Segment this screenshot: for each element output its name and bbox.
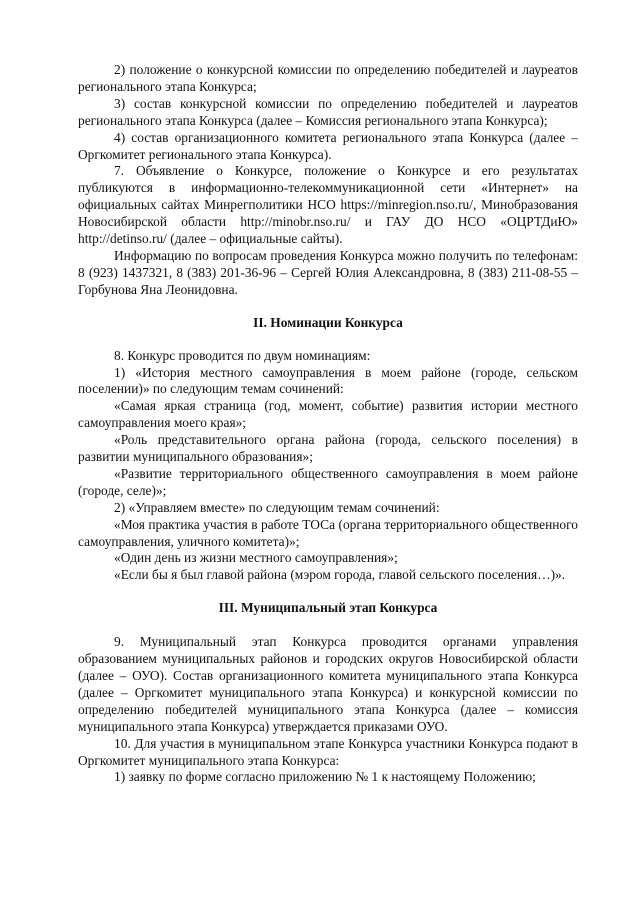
paragraph-item-4: 4) состав организационного комитета регионального этапа Конкурса (далее – Оргкомитет регионального этапа Конкурса). — [78, 129, 578, 162]
section-heading-municipal-stage: III. Муниципальный этап Конкурса — [218, 600, 438, 616]
paragraph-contacts: Информацию по вопросам проведения Конкурса можно получить по телефонам: 8 (923) 1437321, 8 (383) 201-36-96 – Сергей Юлия Александровна, 8 (383) 211-08-55 – Горбунова Яна Леонидовна. — [78, 247, 578, 297]
nomination-2: 2) «Управляем вместе» по следующим темам сочинений: — [114, 499, 440, 515]
paragraph-8: 8. Конкурс проводится по двум номинациям: — [114, 347, 371, 363]
spacer — [78, 584, 578, 600]
paragraph-9: 9. Муниципальный этап Конкурса проводится органами управления образованием муниципальных районов и городских округов Новосибирской области (далее – ОУО). Состав организационного комитета муниципального этапа Конкурса (далее – Оргкомитет муниципального этапа Конкурса) и конкурсной комиссии по определению победителей муниципального этапа Конкурса (далее – комиссия муниципального этапа Конкурса) утверждается приказами ОУО. — [78, 634, 578, 734]
topic-1-1: «Самая яркая страница (год, момент, событие) развития истории местного самоуправления моего края»; — [78, 398, 578, 431]
paragraph-item-3: 3) состав конкурсной комиссии по определению победителей и лауреатов регионального этапа Конкурса (далее – Комиссия регионального этапа Конкурса); — [78, 95, 578, 128]
paragraph-item-2: 2) положение о конкурсной комиссии по определению победителей и лауреатов регионального этапа Конкурса; — [78, 62, 578, 94]
nomination-1: 1) «История местного самоуправления в моем районе (городе, сельском поселении)» по следующим темам сочинений: — [78, 364, 578, 397]
topic-1-2: «Роль представительного органа района (города, сельского поселения) в развитии муниципального образования»; — [78, 432, 578, 465]
spacer — [78, 617, 578, 634]
spacer — [78, 332, 578, 348]
section-heading-nominations: II. Номинации Конкурса — [253, 314, 403, 330]
paragraph-10: 10. Для участия в муниципальном этапе Конкурса участники Конкурса подают в Оргкомитет муниципального этапа Конкурса: — [78, 735, 578, 768]
topic-2-1: «Моя практика участия в работе ТОСа (органа территориального общественного самоуправления, уличного комитета)»; — [78, 516, 578, 549]
spacer — [78, 299, 578, 315]
topic-2-3: «Если бы я был главой района (мэром города, главой сельского поселения…)». — [114, 567, 566, 583]
document-page — [78, 62, 578, 786]
topic-1-3: «Развитие территориального общественного самоуправления в моем районе (городе, селе)»; — [78, 465, 578, 498]
paragraph-10-item-1: 1) заявку по форме согласно приложению № 1 к настоящему Положению; — [114, 769, 536, 785]
paragraph-7: 7. Объявление о Конкурсе, положение о Конкурсе и его результатах публикуются в информационно-телекоммуникационной сети «Интернет» на официальных сайтах Минрегполитики НСО https://minregion.nso.ru/, Минобразования Новосибирской области http://minobr.nso.ru/ и ГАУ ДО НСО «ОЦРТДиЮ» http://detinso.ru/ (далее – официальные сайты). — [78, 163, 578, 247]
topic-2-2: «Один день из жизни местного самоуправления»; — [114, 550, 398, 566]
